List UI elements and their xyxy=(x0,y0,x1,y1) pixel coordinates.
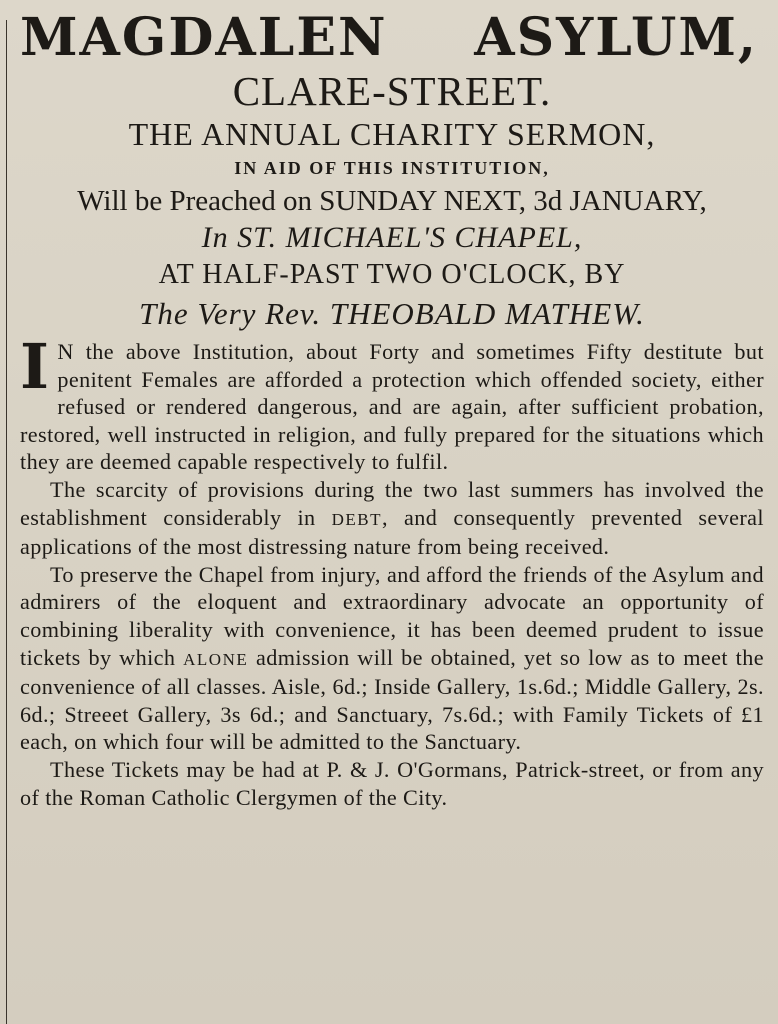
paragraph-tickets xyxy=(20,561,764,756)
paragraph-scarcity xyxy=(20,476,764,561)
paragraph-scarcity-text-b: , and consequently prevented several applications of the most distressing nature from being received. xyxy=(20,504,764,560)
paragraph-institution xyxy=(20,330,764,476)
notice-subtitle: CLARE-STREET. xyxy=(232,68,552,114)
drop-cap: I xyxy=(20,330,50,403)
aid-line: IN AID OF THIS INSTITUTION, xyxy=(234,158,550,178)
chapel-line: In ST. MICHAEL'S CHAPEL, xyxy=(201,221,583,254)
paragraph-tickets-text-b: admission will be obtained, yet so low as to meet the convenience of all classes. Aisle, 6d.; Inside Gallery, 1s.6d.; Middle Gallery, 2s. 6d.; Streeet Gallery, 3s 6d.; and Sanctuary, 7s.6d.; with Family Tickets of £1 each, on which four will be admitted to the Sanctuary. xyxy=(20,644,764,755)
preacher-line: The Very Rev. THEOBALD MATHEW. xyxy=(139,296,645,331)
notice-body xyxy=(20,330,764,811)
paragraph-scarcity-text-a: The scarcity of provisions during the two last summers has involved the establishment considerably in xyxy=(20,476,764,530)
title-word-asylum: ASYLUM, xyxy=(474,7,758,68)
time-line: AT HALF-PAST TWO O'CLOCK, BY xyxy=(158,259,626,290)
title-word-magdalen: MAGDALEN xyxy=(20,7,388,68)
preached-date-line: Will be Preached on SUNDAY NEXT, 3d JANUARY, xyxy=(77,185,707,217)
paragraph-institution-text: N the above Institution, about Forty and sometimes Fifty destitute but penitent Females are afforded a protection which offended society, either refused or rendered dangerous, and are again, after sufficient probation, restored, well instructed in religion, and fully prepared for the situations which they are deemed capable respectively to fulfil. xyxy=(20,339,764,475)
paragraph-where-to-buy-text: These Tickets may be had at P. & J. O'Gormans, Patrick-street, or from any of the Roman Catholic Clergymen of the City. xyxy=(20,756,764,810)
paragraph-where-to-buy xyxy=(20,756,764,811)
sermon-heading: THE ANNUAL CHARITY SERMON, xyxy=(128,116,656,152)
paragraph-tickets-text-a: To preserve the Chapel from injury, and afford the friends of the Asylum and admirers of the eloquent and extraordinary advocate an opportunity of combining liberality with convenience, it has been deemed prudent to issue tickets by which xyxy=(20,561,764,670)
notice-title xyxy=(20,8,764,68)
alone-emphasis: ALONE xyxy=(183,649,249,669)
column-rule xyxy=(6,20,7,1024)
debt-emphasis: DEBT xyxy=(331,509,383,529)
